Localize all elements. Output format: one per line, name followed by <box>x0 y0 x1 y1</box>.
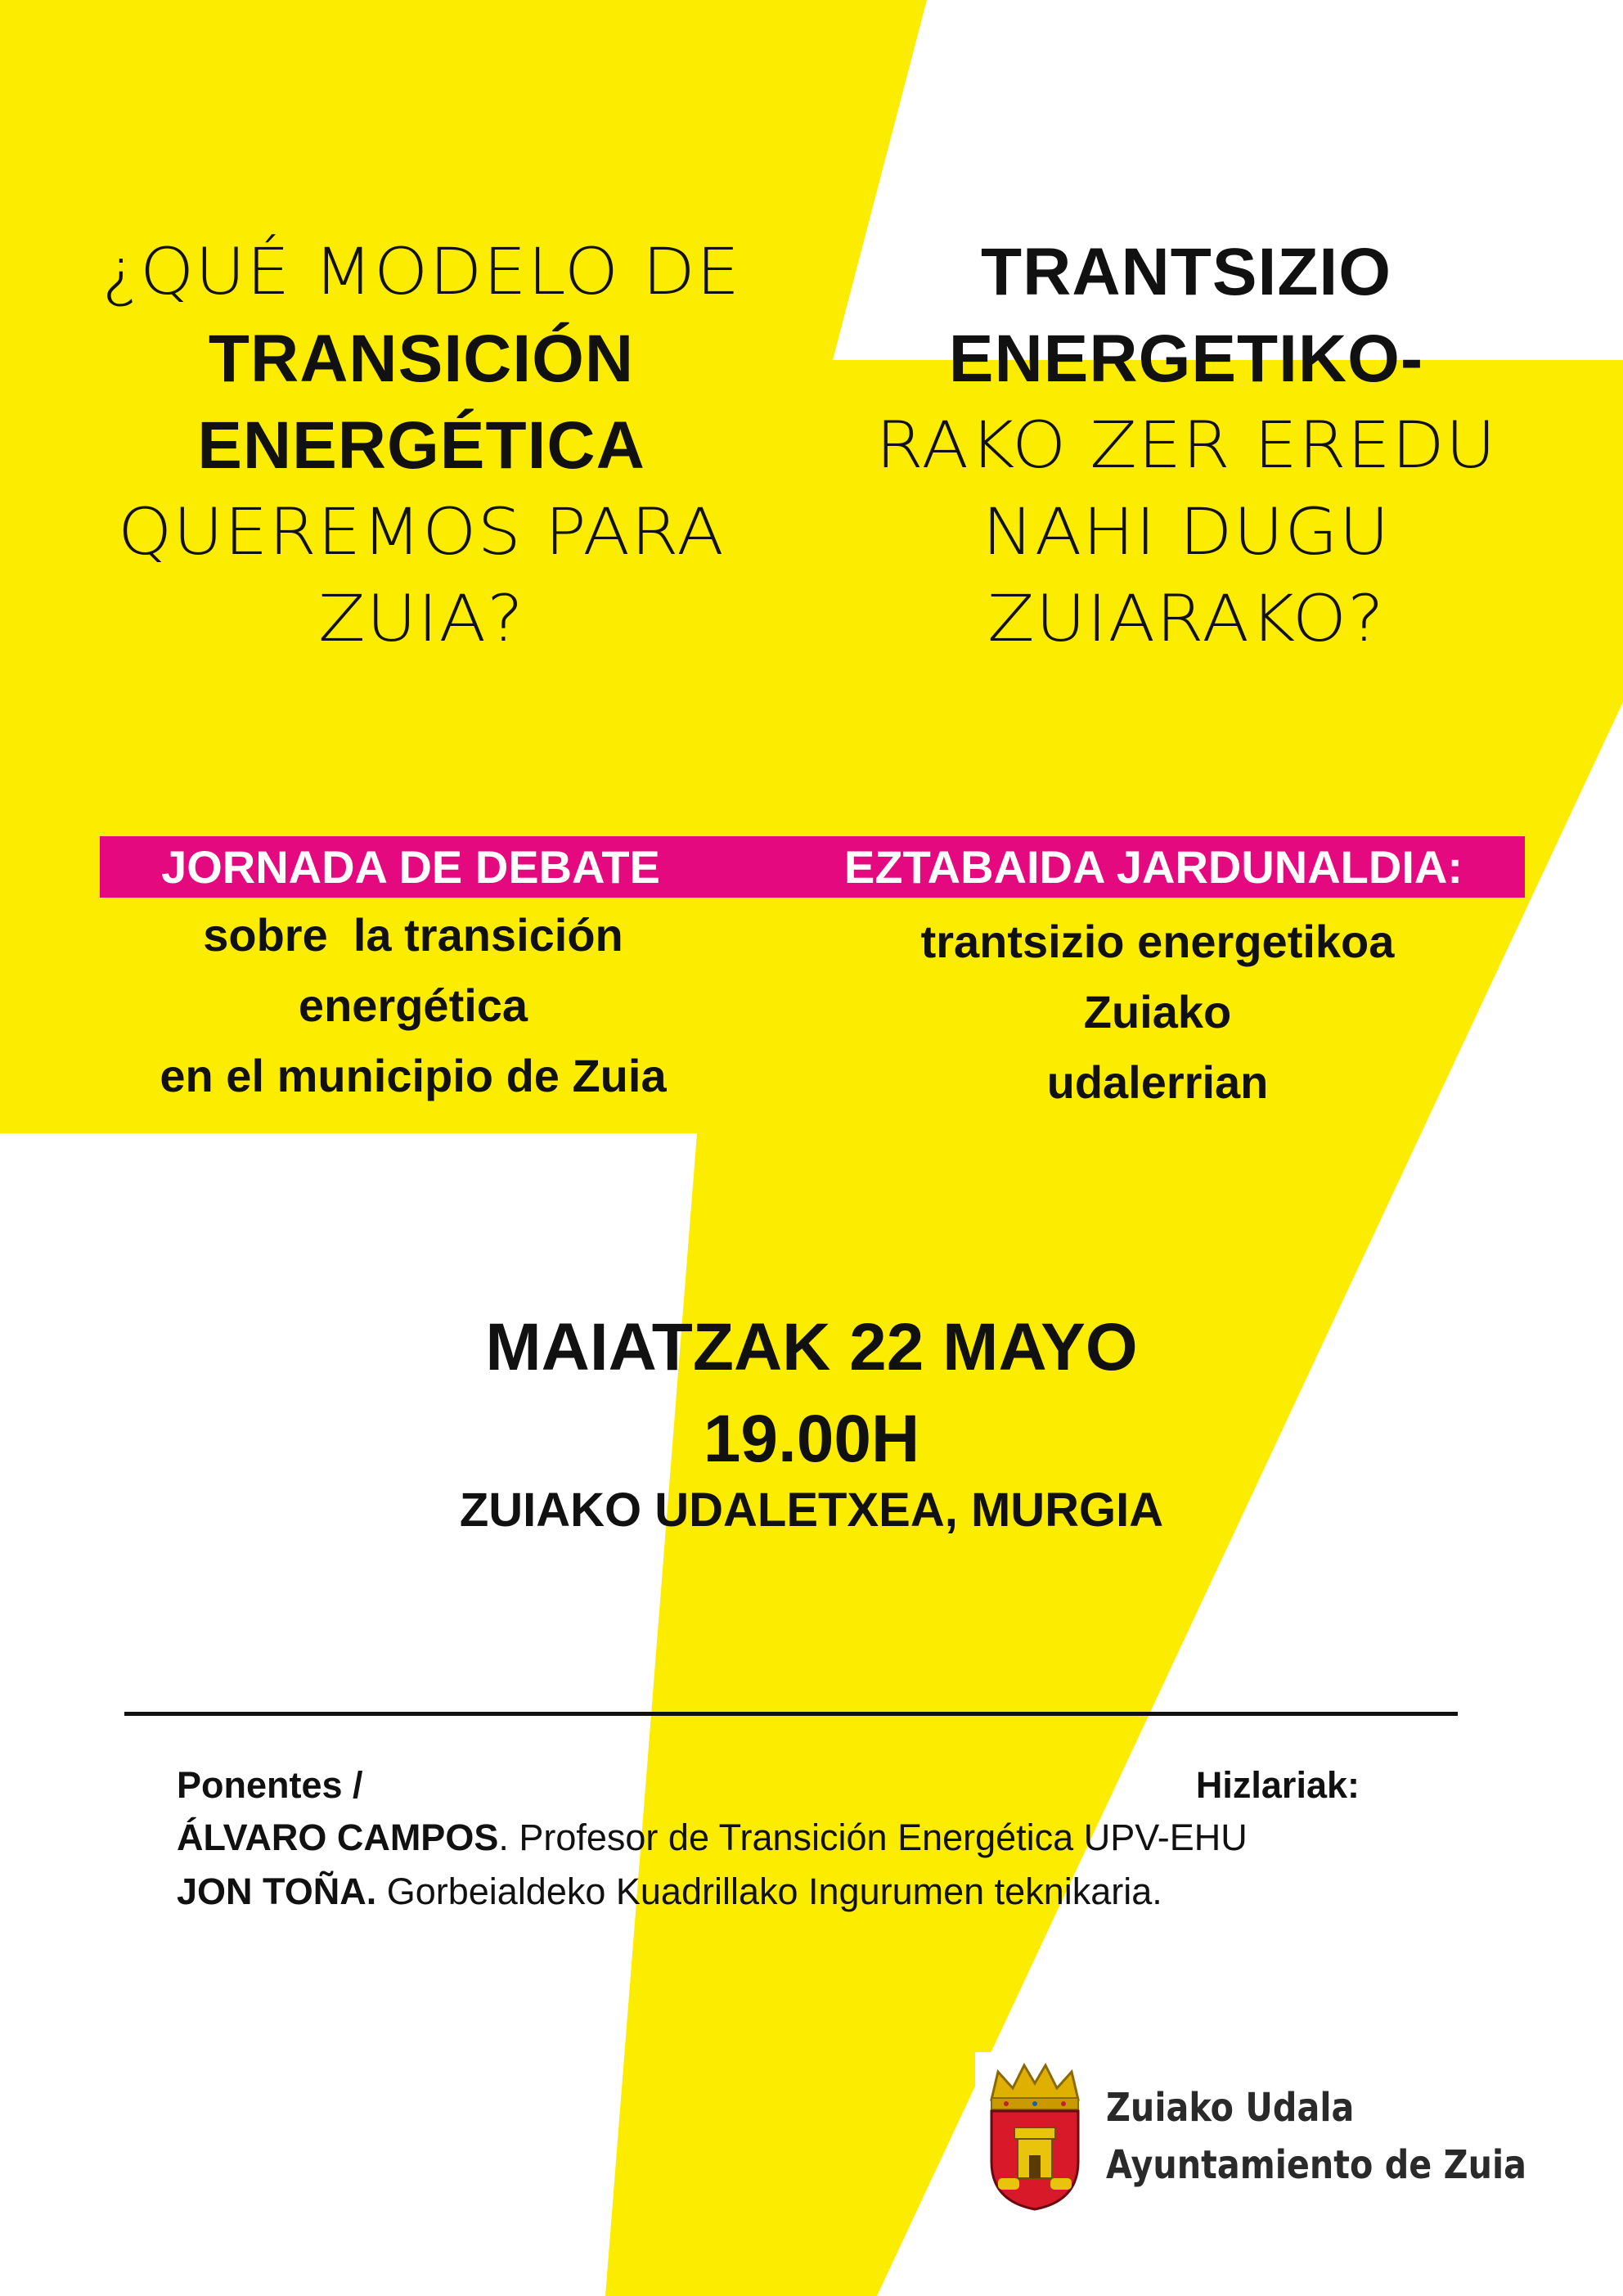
title-eu-line1: TRANTSIZIO <box>981 235 1391 309</box>
subtitle-es-line2: energética <box>298 979 528 1031</box>
subtitle-es-line3: en el municipio de Zuia <box>160 1050 667 1101</box>
subtitle-basque <box>818 907 1497 1118</box>
coat-of-arms-icon <box>982 2057 1088 2213</box>
divider <box>124 1712 1458 1716</box>
subtitle-eu-line2: Zuiako <box>1083 986 1232 1038</box>
title-eu-line5: ZUIARAKO? <box>987 583 1385 656</box>
logo-line1: Zuiako Udala <box>1106 2085 1355 2131</box>
speaker-name: JON TOÑA. <box>177 1871 377 1912</box>
speaker-item <box>177 1867 1162 1916</box>
municipality-logo <box>975 2052 1527 2214</box>
title-eu-line2: ENERGETIKO- <box>948 322 1424 396</box>
title-eu-line3: RAKO ZER EREDU <box>875 409 1497 483</box>
title-es-line5: ZUIA? <box>318 583 524 656</box>
title-basque <box>818 229 1554 663</box>
speaker-item <box>177 1813 1248 1862</box>
title-es-line3: ENERGÉTICA <box>197 408 645 483</box>
subtitle-spanish <box>65 900 761 1111</box>
speakers-heading-es: Ponentes / <box>177 1764 363 1806</box>
speaker-name: ÁLVARO CAMPOS <box>177 1817 499 1858</box>
speaker-desc: . Profesor de Transición Energética UPV-EHU <box>498 1817 1248 1858</box>
event-date: MAIATZAK 22 MAYO <box>485 1310 1138 1384</box>
band-label-es: JORNADA DE DEBATE <box>161 841 660 893</box>
subtitle-eu-line3: udalerrian <box>1046 1056 1269 1108</box>
title-es-line2: TRANSICIÓN <box>208 322 635 396</box>
logo-line2: Ayuntamiento de Zuia <box>1106 2142 1527 2188</box>
title-spanish <box>33 229 810 663</box>
title-eu-line4: NAHI DUGU <box>982 496 1391 569</box>
subtitle-eu-line1: trantsizio energetikoa <box>920 916 1395 967</box>
band-label-eu: EZTABAIDA JARDUNALDIA: <box>844 841 1463 893</box>
speakers-heading-eu: Hizlariak: <box>1195 1764 1360 1806</box>
event-place: ZUIAKO UDALETXEA, MURGIA <box>459 1483 1164 1537</box>
speaker-desc: Gorbeialdeko Kuadrillako Ingurumen teknikaria. <box>376 1871 1162 1912</box>
title-es-line1: ¿QUÉ MODELO DE <box>101 236 741 309</box>
subtitle-es-line1: sobre la transición <box>203 909 623 961</box>
event-time: 19.00H <box>703 1402 920 1476</box>
title-es-line4: QUEREMOS PARA <box>117 496 725 569</box>
